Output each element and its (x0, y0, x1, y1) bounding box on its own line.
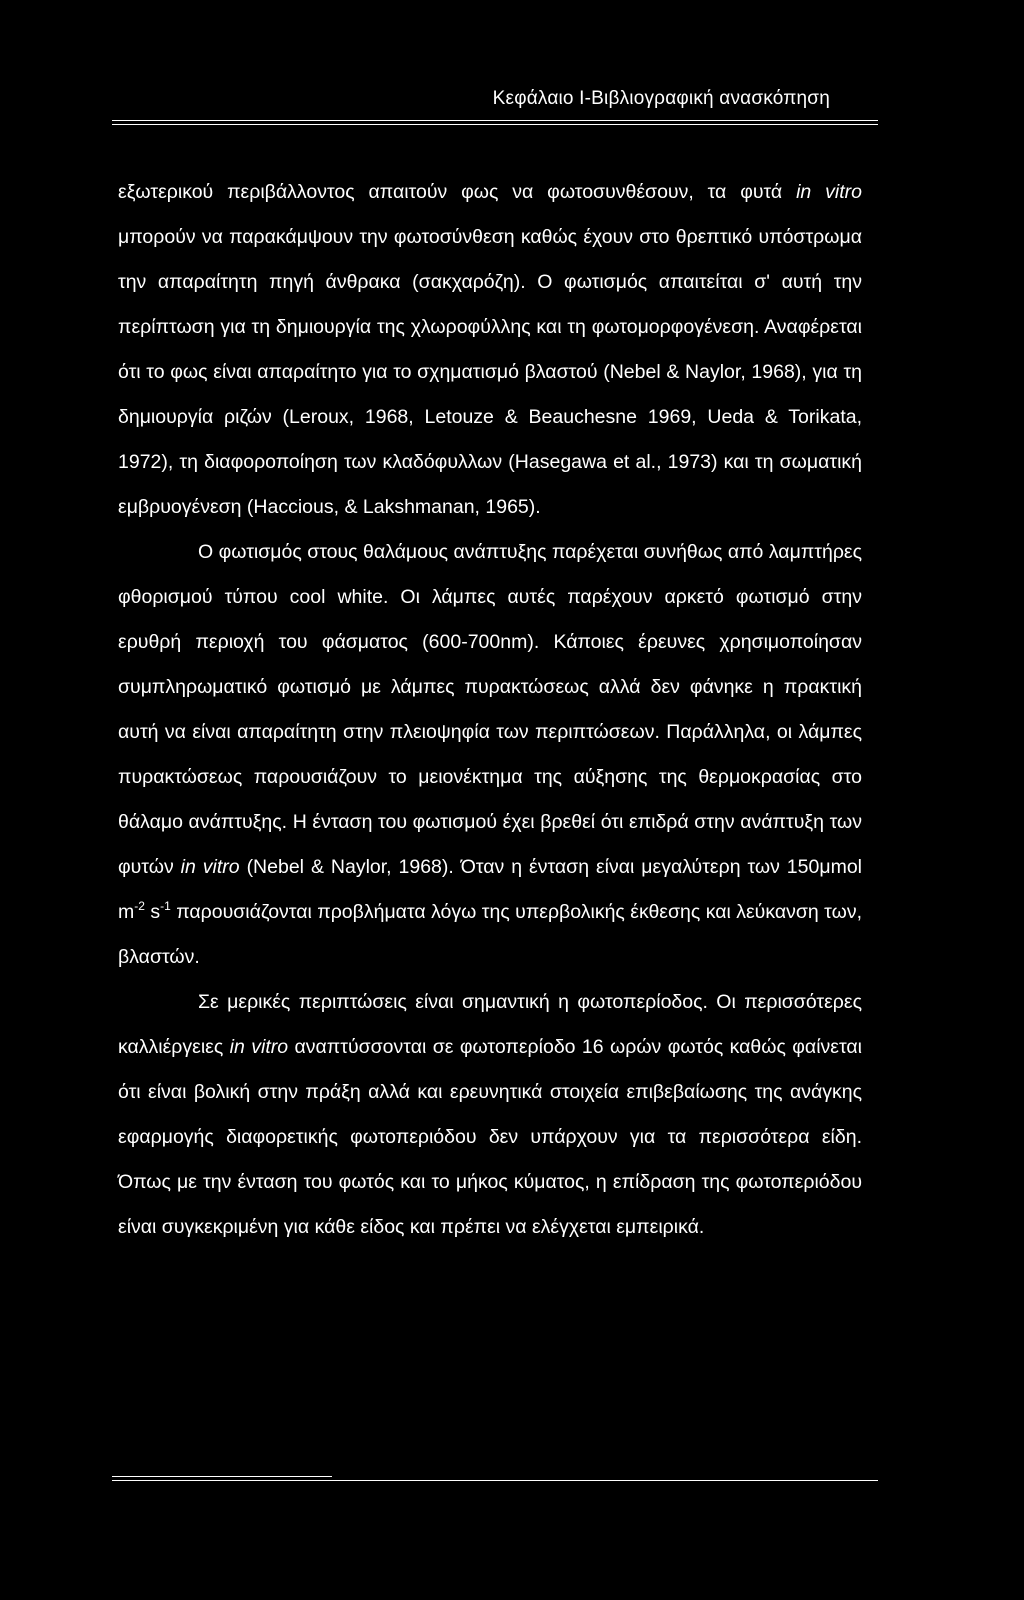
footer-rule-short (112, 1476, 332, 1477)
p3-text-b: αναπτύσσονται σε φωτοπερίοδο 16 ωρών φωτός καθώς φαίνεται ότι είναι βολική στην πράξη αλλά και ερευνητικά στοιχεία επιβεβαίωσης της ανάγκης εφαρμογής διαφορετικής φωτοπεριόδου δεν υπάρχουν για τα περισσότερα είδη. Όπως με την ένταση του φωτός και το μήκος κύματος, η επίδραση της φωτοπεριόδου είναι συγκεκριμένη για κάθε είδος και πρέπει να ελέγχεται εμπειρικά. (118, 1036, 863, 1238)
paragraph-3 (118, 980, 862, 1250)
paragraph-2 (118, 530, 862, 980)
p2-text-d: παρουσιάζονται προβλήματα λόγω της υπερβολικής έκθεσης και λεύκανση των, βλαστών. (118, 901, 863, 968)
footer-rule-long (112, 1480, 878, 1481)
header-rule (112, 120, 878, 121)
p3-text-a: Σε μερικές περιπτώσεις είναι σημαντική η φωτοπερίοδος. Οι περισσότερες καλλιέργειες (118, 991, 862, 1058)
p2-text-a: Ο φωτισμός στους θαλάμους ανάπτυξης παρέχεται συνήθως από λαμπτήρες φθορισμού τύπου cool white. Οι λάμπες αυτές παρέχουν αρκετό φωτισμό στην ερυθρή περιοχή του φάσματος (600-700nm). Κάποιες έρευνες χρησιμοποίησαν συμπληρωματικό φωτισμό με λάμπες πυρακτώσεως αλλά δεν φάνηκε η πρακτική αυτή να είναι απαραίτητη στην πλειοψηφία των περιπτώσεων. Παράλληλα, οι λάμπες πυρακτώσεως παρουσιάζουν το μειονέκτημα της αύξησης της θερμοκρασίας στο θάλαμο ανάπτυξης. Η ένταση του φωτισμού έχει βρεθεί ότι επιδρά στην ανάπτυξη των φυτών (118, 541, 862, 878)
p1-text-a: εξωτερικού περιβάλλοντος απαιτούν φως να φωτοσυνθέσουν, τα φυτά (118, 181, 797, 203)
running-header: Κεφάλαιο Ι-Βιβλιογραφική ανασκόπηση (492, 88, 830, 109)
p2-superscript-2: -1 (160, 899, 171, 913)
p2-in-vitro: in vitro (180, 856, 240, 878)
p1-text-b: μπορούν να παρακάμψουν την φωτοσύνθεση καθώς έχουν στο θρεπτικό υπόστρωμα την απαραίτητη πηγή άνθρακα (σακχαρόζη). Ο φωτισμός απαιτείται σ' αυτή την περίπτωση για τη δημιουργία της χλωροφύλλης και τη φωτομορφογένεση. Αναφέρεται ότι το φως είναι απαραίτητο για το σχηματισμό βλαστού (Nebel & Naylor, 1968), για τη δημιουργία ριζών (Leroux, 1968, Letouze & Beauchesne 1969, Ueda & Torikata, 1972), τη διαφοροποίηση των κλαδόφυλλων (Hasegawa et al., 1973) και τη σωματική εμβρυογένεση (Haccious, & Lakshmanan, 1965). (118, 226, 862, 518)
body-text (118, 170, 862, 1250)
p3-in-vitro: in vitro (229, 1036, 289, 1058)
paragraph-1 (118, 170, 862, 530)
p1-in-vitro: in vitro (796, 181, 862, 203)
p2-text-b: (Nebel & Naylor, 1968). Όταν η ένταση είναι μεγαλύτερη των 150μmol m (118, 856, 863, 923)
p2-text-c: s (144, 901, 161, 923)
p2-superscript-1: -2 (134, 899, 145, 913)
header-rule-thin (112, 124, 878, 125)
